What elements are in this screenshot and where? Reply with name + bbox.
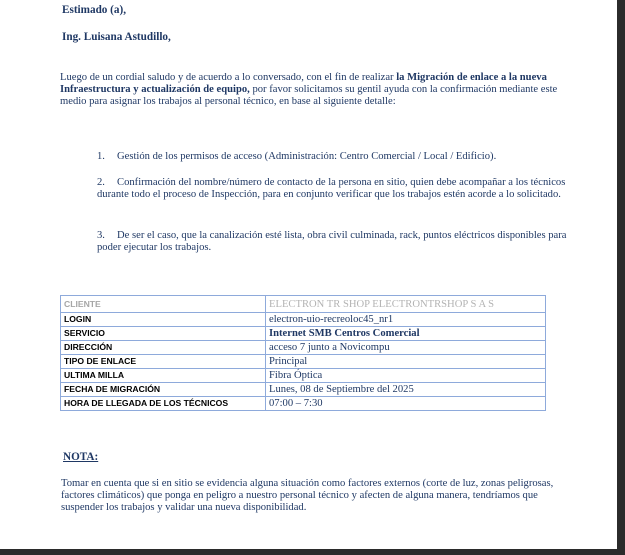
nota-heading: NOTA:: [63, 451, 99, 463]
row-key: TIPO DE ENLACE: [61, 355, 266, 369]
list-item-text: Confirmación del nombre/número de contacto de la persona en sitio, quien debe acompañar a los técnicos durante todo el proceso de Inspección, para en conjunto verificar que los trabajos estén acorde a lo solicitado.: [97, 177, 566, 200]
list-item-number: 2.: [97, 177, 105, 188]
background-edge-bottom: [0, 549, 625, 555]
row-key: HORA DE LLEGADA DE LOS TÉCNICOS: [61, 397, 266, 411]
list-item-text: De ser el caso, que la canalización esté lista, obra civil culminada, rack, puntos eléctricos disponibles para poder ejecutar los trabajos.: [97, 230, 567, 253]
table-row: [61, 313, 546, 327]
row-key: ULTIMA MILLA: [61, 369, 266, 383]
table-row: [61, 369, 546, 383]
intro-text-1: Luego de un cordial saludo y de acuerdo a lo conversado, con el fin de realizar: [60, 72, 397, 83]
row-value: Lunes, 08 de Septiembre del 2025: [266, 383, 546, 397]
list-item-number: 3.: [97, 230, 105, 241]
row-key: CLIENTE: [61, 296, 266, 313]
intro-bold-text: la Migración de enlace a la nueva Infraestructura y actualización de equipo,: [60, 72, 547, 95]
row-key: FECHA DE MIGRACIÓN: [61, 383, 266, 397]
row-value: Fibra Óptica: [266, 369, 546, 383]
intro-paragraph: [60, 72, 575, 108]
row-value: Internet SMB Centros Comercial: [266, 327, 546, 341]
row-value: electron-uio-recreoloc45_nr1: [266, 313, 546, 327]
table-row: [61, 397, 546, 411]
row-key: DIRECCIÓN: [61, 341, 266, 355]
row-key: SERVICIO: [61, 327, 266, 341]
list-item: [97, 177, 572, 201]
list-item: [97, 151, 572, 163]
service-details-table: [60, 295, 546, 411]
row-key: LOGIN: [61, 313, 266, 327]
row-value: ELECTRON TR SHOP ELECTRONTRSHOP S A S: [266, 296, 546, 313]
table-row: [61, 341, 546, 355]
greeting: Estimado (a),: [62, 4, 127, 16]
row-value: 07:00 – 7:30: [266, 397, 546, 411]
intro-text-2: por favor solicitamos su gentil ayuda con la confirmación mediante este medio para asignar los trabajos al personal técnico, en base al siguiente detalle:: [60, 84, 558, 107]
table-row: [61, 327, 546, 341]
table-row: [61, 355, 546, 369]
closing-paragraph: Tomar en cuenta que si en sitio se evidencia alguna situación como factores externos (corte de luz, zonas peligrosas, factores climáticos) que ponga en peligro a nuestro personal técnico y afecten de alguna manera, tendríamos que suspender los trabajos y validar una nueva disponibilidad.: [61, 478, 554, 513]
list-item-number: 1.: [97, 151, 105, 162]
table-row: [61, 383, 546, 397]
table-row: [61, 296, 546, 313]
row-value: Principal: [266, 355, 546, 369]
addressee: Ing. Luisana Astudillo,: [62, 31, 171, 43]
list-item: [97, 230, 572, 254]
list-item-text: Gestión de los permisos de acceso (Administración: Centro Comercial / Local / Edificio).: [117, 151, 497, 162]
row-value: acceso 7 junto a Novicompu: [266, 341, 546, 355]
background-edge-right: [617, 0, 625, 555]
